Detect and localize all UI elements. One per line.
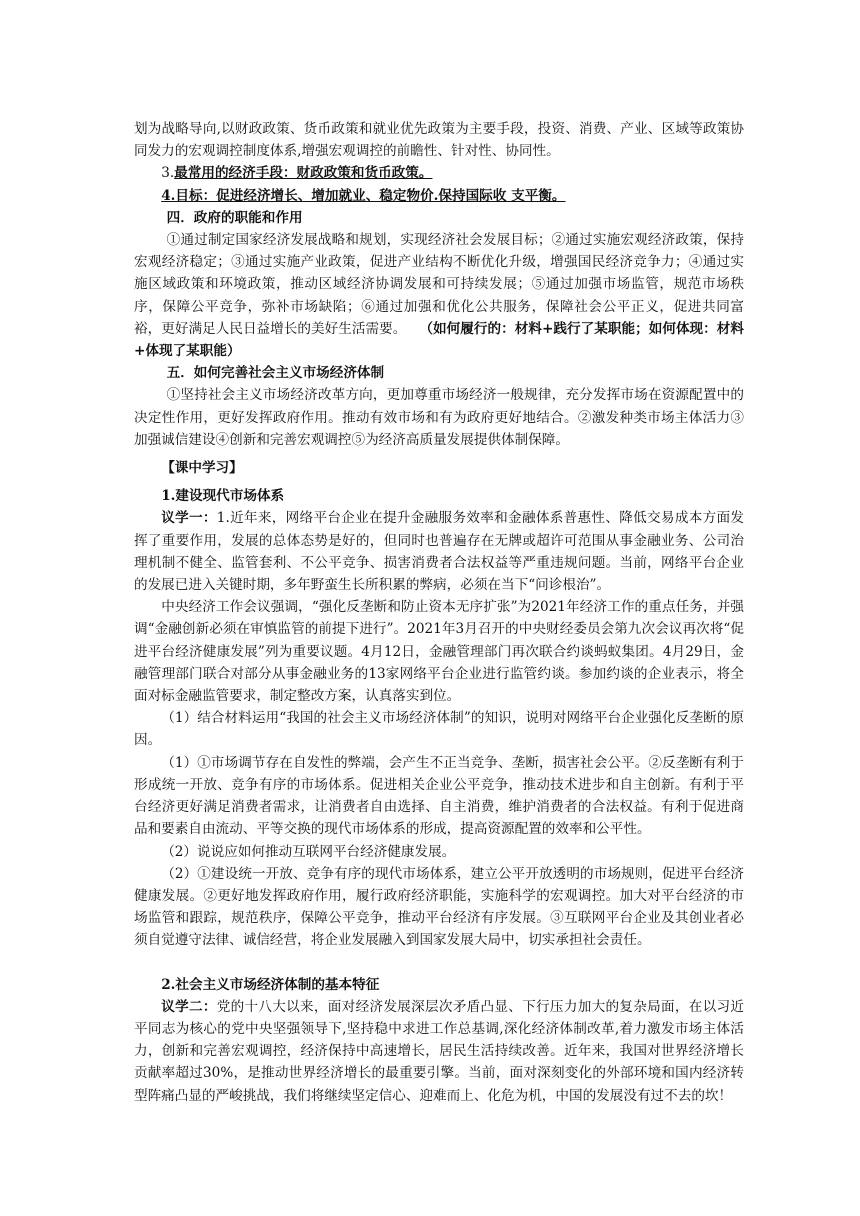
item-4-line [134,185,744,207]
item-4-text: 4.目标：促进经济增长、增加就业、稳定物价.保持国际收 支平衡。 [161,187,566,204]
gov-functions-paragraph [134,229,744,362]
yixue-1-label: 议学一： [161,510,217,527]
gov-functions-note: （如何履行的：材料+践行了某职能；如何体现：材料+体现了某职能） [134,320,745,360]
heading-4: 四．政府的职能和作用 [166,209,303,226]
topic-2-title: 2.社会主义市场经济体制的基本特征 [161,976,380,993]
perfect-system-paragraph: ①坚持社会主义市场经济改革方向，更加尊重市场经济一般规律，充分发挥市场在资源配置中的决定性作用，更好发挥政府作用。推动有效市场和有为政府更好地结合。②激发种类市场主体活力③加强诚信建设④创新和完善宏观调控⑤为经济高质量发展提供体制保障。 [134,387,744,448]
heading-5: 五．如何完善社会主义市场经济体制 [166,365,385,382]
question-1: （1）结合材料运用“我国的社会主义市场经济体制”的知识，说明对网络平台企业强化反垄断的原因。 [134,710,744,749]
question-2: （2）说说应如何推动互联网平台经济健康发展。 [161,843,456,860]
gov-functions-text: ①通过制定国家经济发展战略和规划，实现经济社会发展目标；②通过实施宏观经济政策，保持宏观经济稳定；③通过实施产业政策，促进产业结构不断优化升级，增强国民经济竞争力；④通过实施区域政策和环境政策，推动区域经济协调发展和可持续发展；⑤通过加强市场监管，规范市场秩序，保障公平竞争，弥补市场缺陷；⑥通过加强和优化公共服务，保障社会公平正义，促进共同富裕，更好满足人民日益增长的美好生活需要。 [134,232,744,337]
yixue-2-paragraph [134,996,744,1107]
answer-2: （2）①建设统一开放、竞争有序的现代市场体系，建立公平开放透明的市场规则，促进平台经济健康发展。②更好地发挥政府作用，履行政府经济职能，实施科学的宏观调控。加大对平台经济的市场监管和跟踪，规范秩序，保障公平竞争，推动平台经济有序发展。③互联网平台企业及其创业者必须自觉遵守法律、诚信经营，将企业发展融入到国家发展大局中，切实承担社会责任。 [134,865,744,949]
yixue-2-text: 党的十八大以来，面对经济发展深层次矛盾凸显、下行压力加大的复杂局面，在以习近平同志为核心的党中央坚强领导下,坚持稳中求进工作总基调,深化经济体制改革,着力激发市场主体活力，创新和完善宏观调控，经济保持中高速增长，居民生活持续改善。近年来，我国对世界经济增长贡献率超过30%，是推动世界经济增长的最重要引擎。当前，面对深刻变化的外部环境和国内经济转型阵痛凸显的严峻挑战，我们将继续坚定信心、迎难而上、化危为机，中国的发展没有过不去的坎！ [134,998,745,1104]
yixue-1-paragraph [134,507,744,596]
item-3-number: 3. [161,165,175,182]
answer-1: （1）①市场调节存在自发性的弊端，会产生不正当竞争、垄断，损害社会公平。②反垄断有利于形成统一开放、竞争有序的市场体系。促进相关企业公平竞争，推动技术进步和自主创新。有利于平台经济更好满足消费者需求，让消费者自由选择、自主消费，维护消费者的合法权益。有利于促进商品和要素自由流动、平等交换的现代市场体系的形成，提高资源配置的效率和公平性。 [134,754,744,838]
item-3-line [134,162,744,184]
yixue-1-text: 1.近年来，网络平台企业在提升金融服务效率和金融体系普惠性、降低交易成本方面发挥了重要作用，发展的总体态势是好的，但同时也普遍存在无牌或超许可范围从事金融业务、公司治理机制不健全、监管套利、不公平竞争、损害消费者合法权益等严重违规问题。当前，网络平台企业的发展已进入关键时期，多年野蛮生长所积累的弊病，必须在当下“问诊根治”。 [134,510,745,594]
yixue-2-label: 议学二： [161,998,217,1015]
topic-1-title: 1.建设现代市场体系 [161,488,285,505]
section-title: 【课中学习】 [161,460,243,477]
item-3-text: 最常用的经济手段：财政政策和货币政策。 [174,165,433,182]
meeting-paragraph: 中央经济工作会议强调，“强化反垄断和防止资本无序扩张”为2021年经济工作的重点任务，并强调“金融创新必须在审慎监管的前提下进行”。2021年3月召开的中央财经委员会第九次会议再次将“促进平台经济健康发展”列为重要议题。4月12日，金融管理部门再次联合约谈蚂蚁集团。4月29日，金融管理部门联合对部分从事金融业务的13家网络平台企业进行监管约谈。参加约谈的企业表示，将全面对标金融监管要求，制定整改方案，认真落实到位。 [134,599,744,705]
intro-paragraph: 划为战略导向,以财政政策、货币政策和就业优先政策为主要手段，投资、消费、产业、区域等政策协同发力的宏观调控制度体系,增强宏观调控的前瞻性、针对性、协同性。 [134,121,744,160]
document-body [134,118,744,1107]
